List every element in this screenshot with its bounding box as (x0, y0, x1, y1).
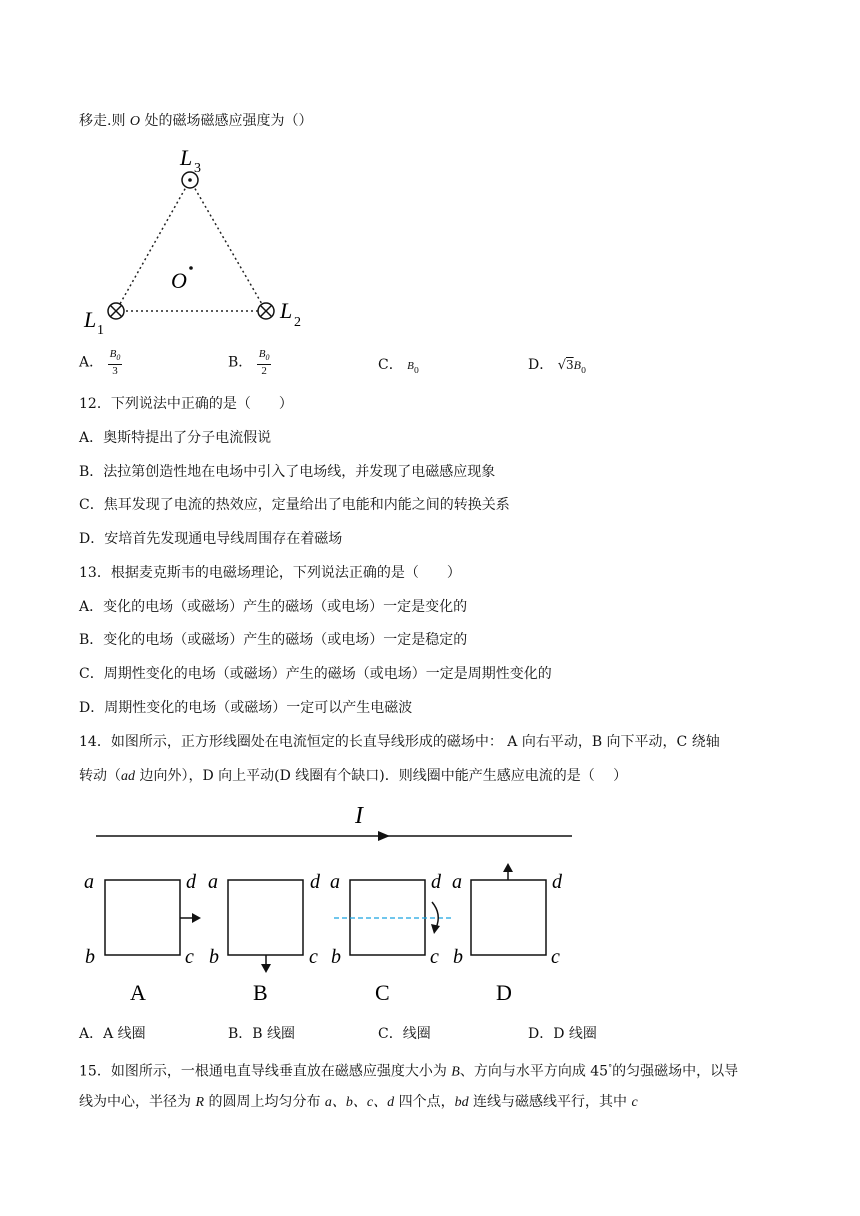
label-L1: L (84, 307, 97, 332)
q15-line2-mid2: 四个点， (394, 1094, 455, 1110)
arrow-right-icon (192, 913, 201, 923)
fraction (257, 348, 272, 377)
coil-d-corner-c: c (551, 946, 560, 968)
q14-option-b: B．B 线圈 (228, 1026, 296, 1042)
degree-sign: ° (608, 1063, 613, 1072)
intro-var: O (129, 114, 141, 129)
fraction (108, 348, 123, 377)
q14-line2-var: ad (121, 769, 135, 784)
coil-c-corner-a: a (330, 871, 340, 893)
q11-option-a (79, 348, 122, 377)
q12-option-c: C．焦耳发现了电流的热效应，定量给出了电能和内能之间的转换关系 (79, 497, 510, 513)
q13-option-b: B．变化的电场（或磁场）产生的磁场（或电场）一定是稳定的 (79, 632, 468, 648)
frac-num-sub: 0 (265, 353, 270, 363)
q13-option-c: C．周期性变化的电场（或磁场）产生的磁场（或电场）一定是周期性变化的 (79, 666, 552, 682)
label-L3: L (180, 145, 193, 170)
frac-num-sub: 0 (116, 353, 121, 363)
option-letter: B． (228, 354, 253, 371)
q15-line2 (79, 1093, 638, 1112)
q14-stem-line1: 14．如图所示，正方形线圈处在电流恒定的长直导线形成的磁场中： A 向右平动，B 向下平动，C 绕轴 (79, 734, 720, 750)
coil-d (471, 880, 546, 955)
q11-option-d (528, 356, 586, 380)
q14-option-d: D．D 线圈 (528, 1026, 597, 1042)
q12-option-b: B．法拉第创造性地在电场中引入了电场线，并发现了电磁感应现象 (79, 464, 496, 480)
label-L2-sub: 2 (294, 315, 301, 330)
coil-a-corner-d: d (186, 871, 196, 893)
q15-line1-suffix: 的匀强磁场中，以导 (612, 1063, 739, 1080)
frac-den: 3 (112, 365, 118, 378)
frac-num: B (109, 348, 117, 360)
coil-a-corner-b: b (85, 946, 95, 968)
rotate-arrowhead (431, 924, 440, 934)
arrow-down-icon (261, 964, 271, 973)
option-letter: C． (378, 357, 403, 373)
q14-line2-prefix: 转动（ (79, 768, 121, 784)
q14-stem-line2 (79, 767, 627, 786)
label-L2: L (280, 298, 293, 323)
q15-line2-suffix: 连线与磁感线平行，其中 (468, 1094, 632, 1110)
current-arrow-icon (378, 831, 390, 841)
coil-c-corner-c: c (430, 946, 439, 968)
coil-a-corner-a: a (84, 871, 94, 893)
center-point (189, 266, 193, 270)
intro-text: 移走.则 (79, 113, 130, 129)
coil-b-corner-a: a (208, 871, 218, 893)
q15-line1-prefix: 15．如图所示，一根通电直导线垂直放在磁感应强度大小为 (79, 1063, 452, 1080)
q15-line1 (79, 1059, 738, 1082)
coil-c-corner-b: b (331, 946, 341, 968)
coil-b (228, 880, 303, 955)
label-O: O (171, 268, 187, 293)
q11-option-c (378, 356, 419, 380)
label-L3-sub: 3 (194, 161, 201, 176)
coil-a (105, 880, 180, 955)
label-L1-sub: 1 (97, 323, 104, 338)
q13-option-d: D．周期性变化的电场（或磁场）一定可以产生电磁波 (79, 700, 413, 716)
option-letter: A． (79, 354, 104, 371)
q15-var-B: B (451, 1064, 460, 1080)
coil-c-label: C (375, 980, 390, 1005)
q15-var-bd: bd (454, 1095, 469, 1110)
rotate-arrow-icon (432, 902, 438, 928)
option-value: B (407, 360, 414, 372)
q13-option-a: A．变化的电场（或磁场）产生的磁场（或电场）一定是变化的 (79, 599, 468, 615)
coil-b-corner-b: b (209, 946, 219, 968)
coil-b-corner-c: c (309, 946, 318, 968)
q15-line1-mid: 、方向与水平方向成 45 (459, 1063, 609, 1080)
q12-option-a: A．奥斯特提出了分子电流假说 (79, 430, 272, 446)
option-value-sub: 0 (580, 365, 587, 375)
q14-option-c: C．线圈 (378, 1026, 431, 1042)
intro-text-suffix: 处的磁场磁感应强度为（） (140, 113, 313, 129)
q12-option-d: D．安培首先发现通电导线周围存在着磁场 (79, 531, 343, 547)
coil-d-corner-a: a (452, 871, 462, 893)
coil-b-corner-d: d (310, 871, 320, 893)
option-value-sub: 0 (413, 365, 419, 375)
triangle-figure (0, 140, 860, 340)
current-label: I (355, 803, 363, 829)
q15-var-R: R (195, 1095, 205, 1110)
intro-line (79, 112, 312, 131)
q13-stem: 13．根据麦克斯韦的电磁场理论，下列说法正确的是（ ） (79, 565, 461, 581)
coil-d-corner-d: d (552, 871, 562, 893)
triangle-edge-right (190, 180, 266, 311)
option-letter: D． (528, 357, 554, 373)
arrow-up-icon (503, 863, 513, 872)
sqrt-sign: √ (557, 358, 566, 373)
coils-figure (0, 796, 860, 1006)
q15-line2-mid: 的圆周上均匀分布 (204, 1094, 325, 1110)
wire-out-dot (188, 178, 192, 182)
q15-line2-prefix: 线为中心，半径为 (79, 1094, 196, 1110)
sqrt-radicand: 3 (565, 358, 574, 372)
q14-line2-suffix: 边向外），D 向上平动(D 线圈有个缺口)．则线圈中能产生感应电流的是（ ） (135, 768, 628, 784)
q15-var-c: c (631, 1095, 638, 1110)
coil-d-corner-b: b (453, 946, 463, 968)
frac-num: B (258, 348, 266, 360)
q11-option-b (228, 348, 271, 377)
coil-b-label: B (253, 980, 268, 1005)
coil-c-corner-d: d (431, 871, 441, 893)
coil-d-label: D (496, 980, 512, 1005)
coil-a-corner-c: c (185, 946, 194, 968)
coil-a-label: A (130, 980, 146, 1005)
q15-points: a、b、c、d (324, 1095, 395, 1110)
frac-den: 2 (261, 365, 267, 378)
option-value: B (573, 358, 581, 372)
q12-stem: 12．下列说法中正确的是（ ） (79, 396, 293, 412)
q14-option-a: A．A 线圈 (79, 1026, 146, 1042)
